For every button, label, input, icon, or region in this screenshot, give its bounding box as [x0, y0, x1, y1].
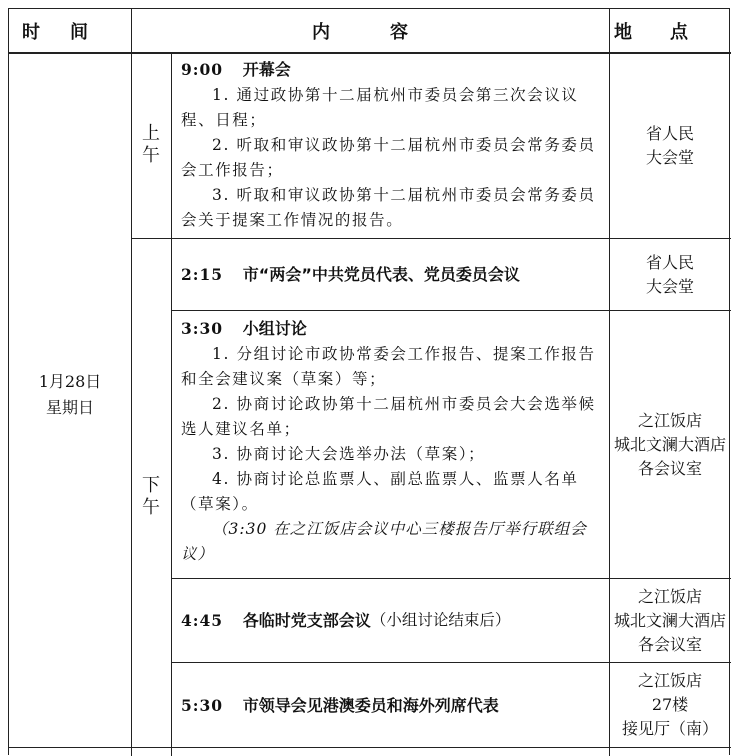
- row-title-suffix: （小组讨论结束后）: [370, 611, 511, 629]
- agenda-item: 2. 协商讨论政协第十二届杭州市委员会大会选举候选人建议名单；: [181, 395, 596, 438]
- period-morning: [131, 123, 171, 167]
- location-line: 之江饭店: [637, 586, 702, 606]
- location-line: 各会议室: [637, 634, 702, 654]
- location-line: 之江饭店: [637, 671, 702, 690]
- row-title: 市领导会见港澳委员和海外列席代表: [242, 695, 499, 715]
- schedule-row-content: [171, 579, 609, 662]
- schedule-row-content: [171, 663, 609, 747]
- schedule-row-content: [171, 57, 609, 233]
- weekday-text: 星期日: [45, 398, 94, 417]
- period-label: 上午: [142, 123, 160, 166]
- column-divider: [131, 9, 132, 756]
- period-label: 下午: [142, 475, 160, 518]
- agenda-item: 1. 通过政协第十二届杭州市委员会第三次会议议程、日程；: [181, 86, 579, 129]
- location-line: 大会堂: [645, 276, 694, 296]
- date-cell: [9, 369, 131, 421]
- row-time: 5:30: [181, 695, 224, 715]
- row-location: [609, 579, 731, 662]
- location-line: 各会议室: [637, 458, 702, 478]
- location-line: 27楼: [651, 695, 689, 714]
- agenda-item: 1. 分组讨论市政协常委会工作报告、提案工作报告和全会建议案（草案）等；: [181, 345, 596, 388]
- row-location: [609, 239, 731, 310]
- schedule-row-content: [171, 239, 609, 310]
- location-line: 城北文澜大酒店: [613, 434, 726, 454]
- schedule-row-content: [171, 316, 609, 567]
- location-line: 省人民: [645, 252, 694, 272]
- agenda-item: 2. 听取和审议政协第十二届杭州市委员会常务委员会工作报告；: [181, 136, 596, 179]
- row-location: [609, 53, 731, 238]
- location-line: 城北文澜大酒店: [613, 610, 726, 630]
- row-location: [609, 311, 731, 578]
- row-title: 市“两会”中共党员代表、党员委员会议: [242, 265, 520, 284]
- header-location: 地点: [614, 21, 726, 43]
- row-time: 9:00: [181, 60, 224, 79]
- location-line: 之江饭店: [637, 410, 702, 430]
- row-time: 2:15: [181, 265, 224, 284]
- row-location: [609, 663, 731, 747]
- agenda-item: 4. 协商讨论总监票人、副总监票人、监票人名单（草案）。: [181, 470, 579, 513]
- date-text: 1月28日: [38, 372, 102, 391]
- row-title: 各临时党支部会议: [242, 611, 371, 630]
- row-time: 4:45: [181, 611, 224, 630]
- header-content: 内容: [312, 21, 468, 43]
- agenda-note: （3:30 在之江饭店会议中心三楼报告厅举行联组会议）: [181, 520, 587, 563]
- row-title: 小组讨论: [242, 319, 307, 338]
- agenda-item: 3. 协商讨论大会选举办法（草案）；: [212, 445, 486, 463]
- header-time: 时间: [22, 21, 118, 43]
- schedule-table: [8, 8, 730, 755]
- location-line: 省人民: [645, 123, 694, 143]
- row-time: 3:30: [181, 319, 224, 338]
- agenda-item: 3. 听取和审议政协第十二届杭州市委员会常务委员会关于提案工作情况的报告。: [181, 186, 596, 229]
- location-line: 接见厅（南）: [621, 719, 718, 738]
- period-afternoon: [131, 475, 171, 519]
- row-title: 开幕会: [242, 60, 291, 79]
- location-line: 大会堂: [645, 147, 694, 167]
